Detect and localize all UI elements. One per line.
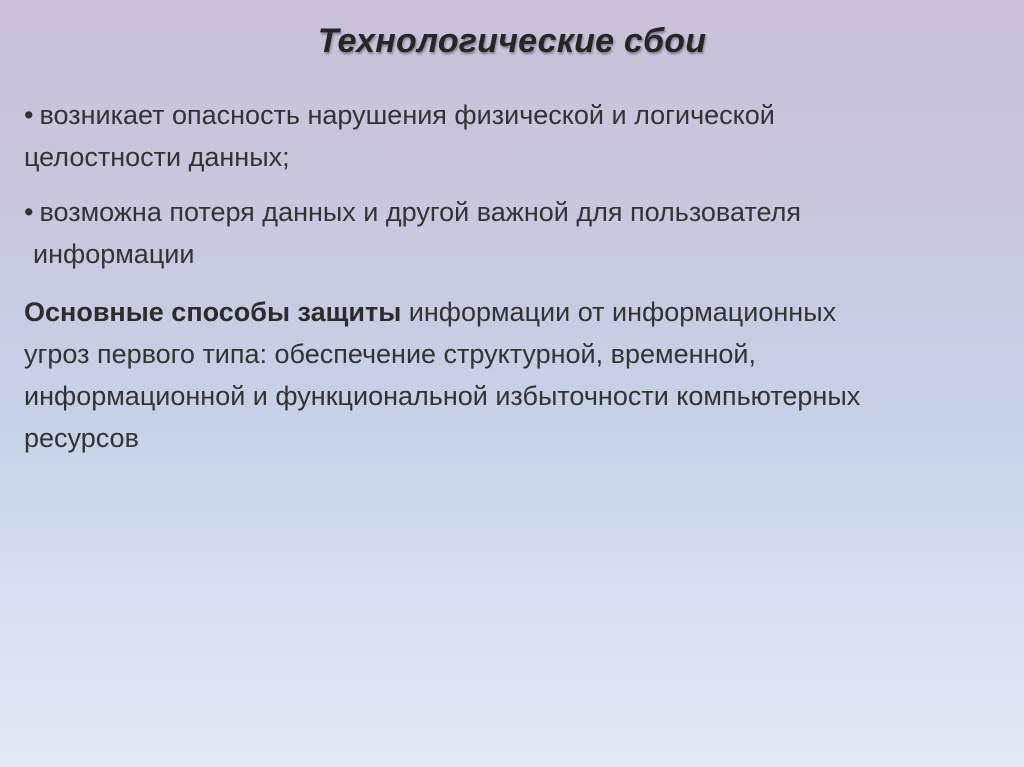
bullet-item-1 (24, 94, 1009, 178)
protection-paragraph (24, 291, 1009, 459)
bullet-item-1-line-1 (24, 94, 1009, 136)
bullet-item-1-line-2: целостности данных; (24, 142, 290, 172)
paragraph-line-1 (24, 291, 1009, 333)
paragraph-bold-lead: Основные способы защиты (24, 297, 402, 327)
bullet-marker: • (24, 197, 34, 227)
bullet-text: возникает опасность нарушения физической и логической (39, 100, 775, 130)
paragraph-line-2: угроз первого типа: обеспечение структурной, временной, (24, 339, 757, 369)
paragraph-line-4: ресурсов (24, 423, 139, 453)
paragraph-line-1-rest: информации от информационных (401, 297, 837, 327)
paragraph-line-3: информационной и функциональной избыточности компьютерных (24, 381, 861, 411)
bullet-item-2-line-1 (24, 191, 1009, 233)
bullet-text: возможна потеря данных и другой важной для пользователя (39, 197, 801, 227)
slide-title: Технологические сбои (317, 22, 707, 60)
bullet-item-2 (24, 191, 1009, 275)
bullet-marker: • (24, 100, 34, 130)
bullet-item-2-line-2: информации (33, 239, 195, 269)
